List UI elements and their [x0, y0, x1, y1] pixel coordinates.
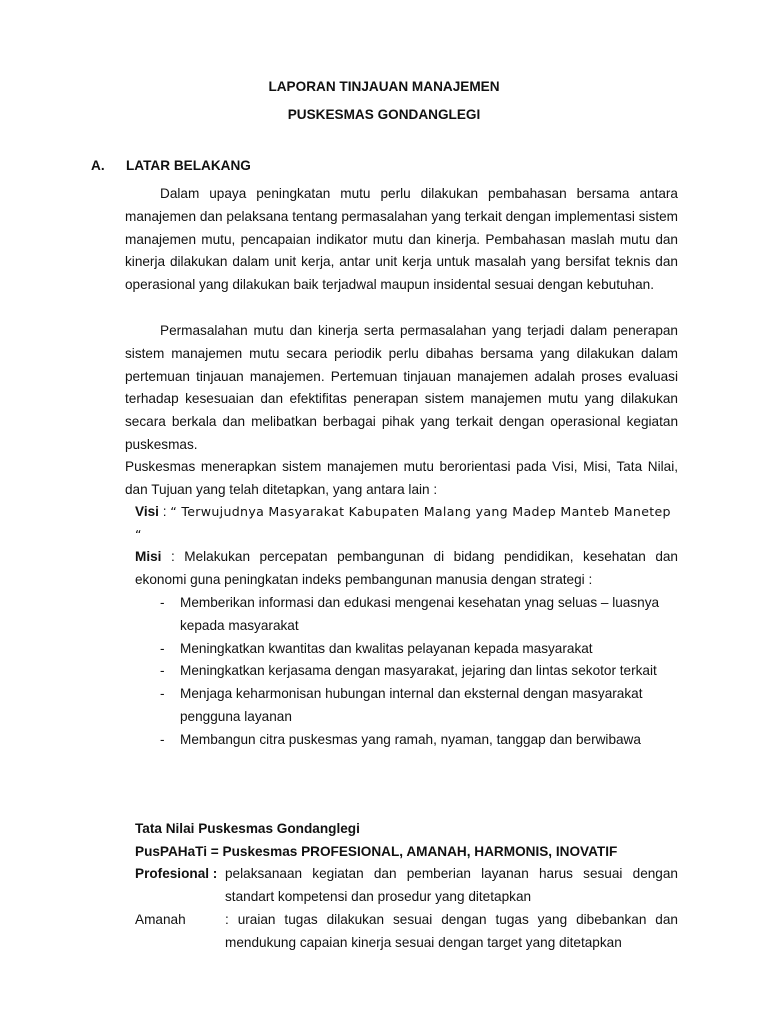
list-item: - Menjaga keharmonisan hubungan internal dan eksternal dengan masyarakat pengguna layanan — [160, 686, 643, 724]
section-title: LATAR BELAKANG — [126, 158, 251, 173]
visi-text: “ Terwujudnya Masyarakat Kabupaten Malang yang Madep Manteb Manetep “ — [135, 504, 671, 542]
paragraph-text: Dalam upaya peningkatan mutu perlu dilakukan pembahasan bersama antara manajemen dan pelaksana tentang permasalahan yang terkait dengan implementasi sistem manajemen mutu, pencapaian indikator mutu dan kinerja. Pembahasan maslah mutu dan kinerja dilakukan dalam unit kerja, antar unit kerja untuk masalah yang bersifat teknis dan operasional yang dilakukan baik terjadwal maupun insidental sesuai dengan kebutuhan. — [125, 186, 678, 293]
visi-block: Visi : “ Terwujudnya Masyarakat Kabupaten Malang yang Madep Manteb Manetep “ — [135, 504, 671, 542]
misi-label: Misi — [135, 549, 162, 564]
misi-strategy-list — [160, 592, 680, 752]
value-text: : uraian tugas dilakukan sesuai dengan tugas yang dibebankan dan mendukung capaian kinerja sesuai dengan target yang ditetapkan — [225, 912, 678, 950]
paragraph-1 — [125, 183, 678, 297]
paragraph-3 — [125, 456, 678, 502]
list-item: - Memberikan informasi dan edukasi mengenai kesehatan ynag seluas – luasnya kepada masyarakat — [160, 595, 660, 633]
value-key: Profesional : — [135, 866, 218, 881]
section-number: A. — [91, 158, 105, 173]
paragraph-text: Permasalahan mutu dan kinerja serta permasalahan yang terjadi dalam penerapan sistem manajemen mutu secara periodik perlu dibahas bersama yang dilakukan dalam pertemuan tinjauan manajemen. Pertemuan tinjauan manajemen adalah proses evaluasi terhadap kesesuaian dan efektifitas penerapan sistem manajemen mutu yang dilakukan secara berkala dan melibatkan berbagai pihak yang terkait dengan operasional kegiatan puskesmas. — [125, 323, 678, 452]
tata-nilai-header — [135, 818, 680, 864]
report-title: LAPORAN TINJAUAN MANAJEMEN — [268, 79, 500, 94]
list-item: - Meningkatkan kwantitas dan kwalitas pelayanan kepada masyarakat — [160, 640, 593, 656]
section-heading — [91, 155, 251, 178]
tata-nilai-acronym: PusPAHaTi = Puskesmas PROFESIONAL, AMANAH, HARMONIS, INOVATIF — [135, 844, 618, 859]
value-text: pelaksanaan kegiatan dan pemberian layanan harus sesuai dengan standart kompetensi dan prosedur yang ditetapkan — [225, 866, 678, 904]
misi-block — [135, 546, 678, 592]
visi-label: Visi — [135, 504, 159, 519]
paragraph-2 — [125, 320, 678, 457]
misi-text: : Melakukan percepatan pembangunan di bidang pendidikan, kesehatan dan ekonomi guna peningkatan indeks pembangunan manusia dengan strategi : — [135, 549, 678, 587]
value-key: Amanah — [135, 912, 186, 927]
paragraph-text: Puskesmas menerapkan sistem manajemen mutu berorientasi pada Visi, Misi, Tata Nilai, dan Tujuan yang telah ditetapkan, yang antara lain : — [125, 459, 678, 497]
tata-nilai-heading: Tata Nilai Puskesmas Gondanglegi — [135, 821, 360, 836]
list-item: - Meningkatkan kerjasama dengan masyarakat, jejaring dan lintas sekotor terkait — [160, 663, 657, 679]
report-subtitle: PUSKESMAS GONDANGLEGI — [287, 107, 481, 122]
list-item: - Membangun citra puskesmas yang ramah, nyaman, tanggap dan berwibawa — [160, 731, 641, 747]
